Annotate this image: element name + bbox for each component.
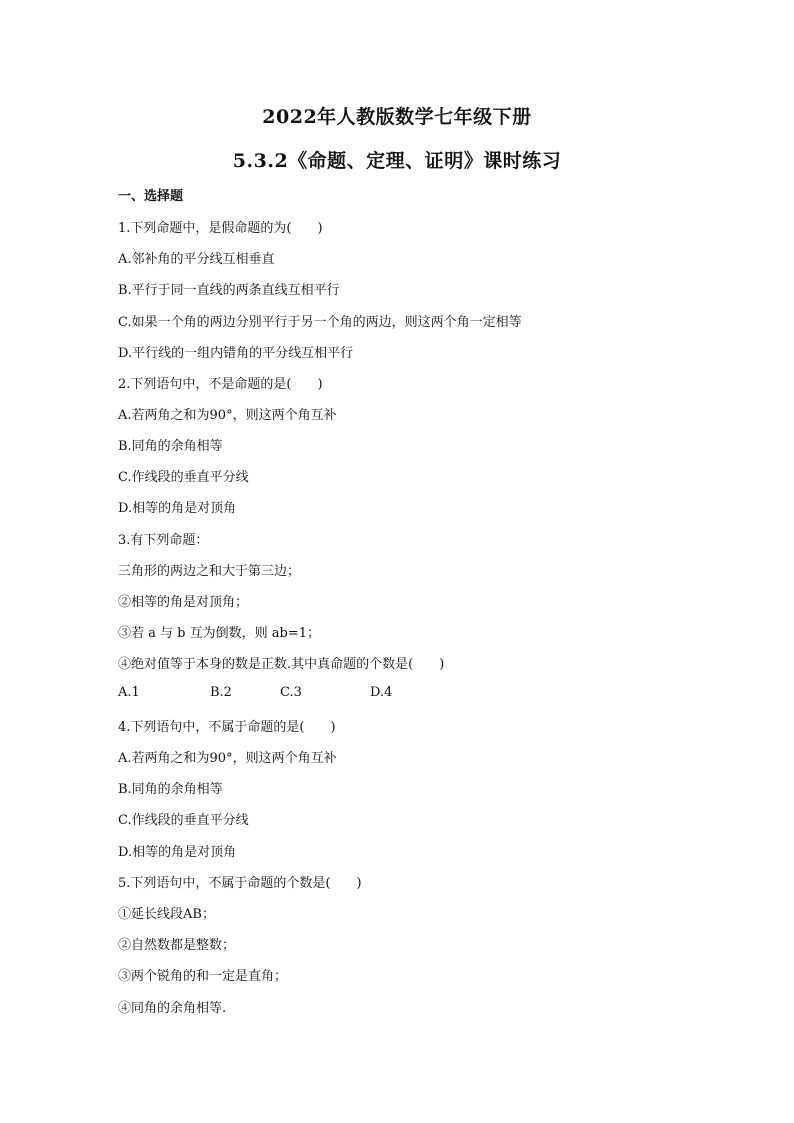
q3-statement-1: 三角形的两边之和大于第三边；	[118, 564, 301, 579]
q5-statement-3: ③两个锐角的和一定是直角；	[118, 969, 288, 984]
q1-option-a: A.邻补角的平分线互相垂直	[118, 252, 275, 267]
question-4: 4.下列语句中，不属于命题的是( )	[118, 720, 336, 735]
q5-statement-2: ②自然数都是整数；	[118, 938, 236, 953]
q5-statement-4: ④同角的余角相等.	[118, 1001, 227, 1016]
q1-option-b: B.平行于同一直线的两条直线互相平行	[118, 283, 340, 298]
q2-option-b: B.同角的余角相等	[118, 439, 223, 454]
doc-subtitle: 5.3.2《命题、定理、证明》课时练习	[232, 150, 562, 172]
q3-options	[118, 685, 392, 700]
doc-title: 2022年人教版数学七年级下册	[262, 106, 532, 128]
q3-option-c: C.3	[280, 685, 302, 700]
q4-option-d: D.相等的角是对顶角	[118, 845, 237, 860]
q2-option-d: D.相等的角是对顶角	[118, 501, 237, 516]
q5-statement-1: ①延长线段AB；	[118, 907, 215, 922]
q4-option-b: B.同角的余角相等	[118, 782, 223, 797]
q3-statement-4: ④绝对值等于本身的数是正数.其中真命题的个数是( )	[118, 657, 445, 672]
q3-option-d: D.4	[370, 685, 393, 700]
q2-option-a: A.若两角之和为90°，则这两个角互补	[118, 408, 337, 423]
question-5: 5.下列语句中，不属于命题的个数是( )	[118, 876, 362, 891]
section-heading: 一、选择题	[118, 189, 184, 204]
q3-statement-2: ②相等的角是对顶角；	[118, 595, 249, 610]
q1-option-c: C.如果一个角的两边分别平行于另一个角的两边，则这两个角一定相等	[118, 315, 522, 330]
q4-option-a: A.若两角之和为90°，则这两个角互补	[118, 751, 337, 766]
q3-statement-3: ③若 a 与 b 互为倒数，则 ab=1；	[118, 626, 320, 641]
question-2: 2.下列语句中，不是命题的是( )	[118, 377, 323, 392]
q4-option-c: C.作线段的垂直平分线	[118, 813, 249, 828]
q1-option-d: D.平行线的一组内错角的平分线互相平行	[118, 346, 354, 361]
q2-option-c: C.作线段的垂直平分线	[118, 470, 249, 485]
question-1: 1.下列命题中，是假命题的为( )	[118, 221, 323, 236]
q3-option-a: A.1	[118, 685, 140, 700]
q3-option-b: B.2	[210, 685, 232, 700]
question-3: 3.有下列命题：	[118, 533, 209, 548]
